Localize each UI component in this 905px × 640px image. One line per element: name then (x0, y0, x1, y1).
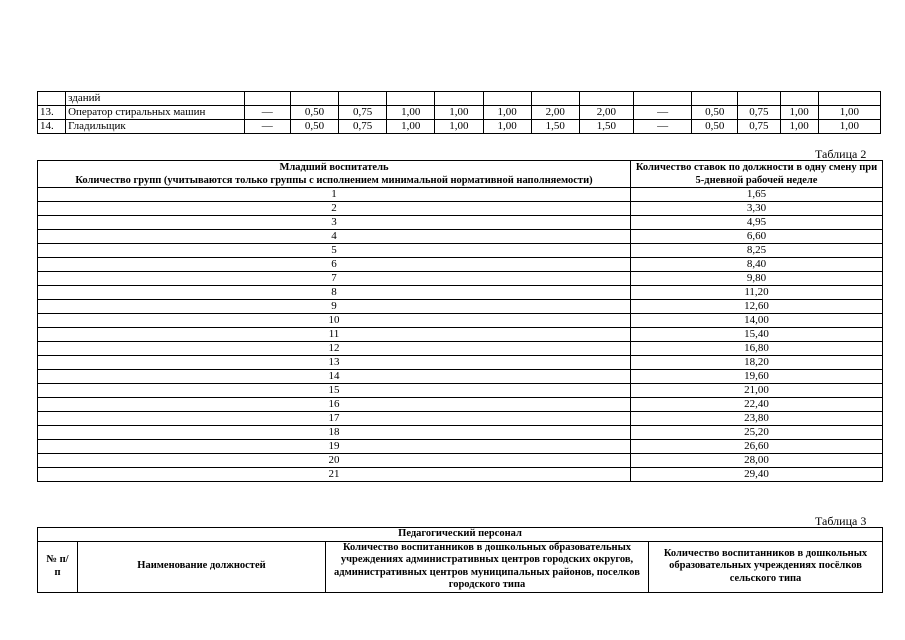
rate-cell: 1,00 (435, 106, 483, 120)
table-row (38, 244, 883, 258)
table-row (38, 92, 881, 106)
rate-cell: 1,00 (818, 120, 880, 134)
rate-cell: 1,00 (780, 106, 818, 120)
rate-count-cell: 1,65 (631, 188, 883, 202)
position-name: Гладильщик (66, 120, 245, 134)
rate-cell: — (634, 120, 692, 134)
rate-cell: 0,75 (738, 106, 780, 120)
table-2-title: Младший воспитатель (38, 161, 631, 175)
rate-count-cell: 21,00 (631, 384, 883, 398)
group-count-cell: 13 (38, 356, 631, 370)
table-row (38, 216, 883, 230)
table-row (38, 314, 883, 328)
column-header-position: Наименование должностей (78, 541, 326, 592)
group-count-cell: 21 (38, 468, 631, 482)
table-row (38, 188, 883, 202)
rate-count-cell: 6,60 (631, 230, 883, 244)
rate-count-cell: 16,80 (631, 342, 883, 356)
group-count-cell: 20 (38, 454, 631, 468)
table-row (38, 328, 883, 342)
group-count-cell: 9 (38, 300, 631, 314)
junior-educator-table (37, 160, 883, 482)
column-header-number: № п/п (38, 541, 78, 592)
group-count-cell: 18 (38, 426, 631, 440)
rates-column-header: Количество ставок по должности в одну смену при 5-дневной рабочей неделе (631, 161, 883, 188)
table-row (38, 342, 883, 356)
rate-cell: 1,00 (387, 106, 435, 120)
rate-count-cell: 26,60 (631, 440, 883, 454)
continuation-text: зданий (66, 92, 245, 106)
rate-count-cell: 11,20 (631, 286, 883, 300)
column-header-rural: Количество воспитанников в дошкольных образовательных учреждениях посёлков сельского типа (649, 541, 883, 592)
rate-cell: — (244, 120, 290, 134)
rate-cell: 1,50 (579, 120, 633, 134)
table-row (38, 120, 881, 134)
rate-cell: — (244, 106, 290, 120)
rate-cell: 1,00 (387, 120, 435, 134)
table-header-row (38, 528, 883, 542)
column-header-urban: Количество воспитанников в дошкольных образовательных учреждениях административных центров городских округов, административных центров муниципальных районов, поселков городского типа (326, 541, 649, 592)
rate-count-cell: 22,40 (631, 398, 883, 412)
group-count-cell: 16 (38, 398, 631, 412)
table-row (38, 356, 883, 370)
table-row (38, 286, 883, 300)
rate-count-cell: 3,30 (631, 202, 883, 216)
table-2-caption: Таблица 2 (815, 147, 867, 161)
group-count-cell: 3 (38, 216, 631, 230)
table-row (38, 426, 883, 440)
table-row (38, 468, 883, 482)
teaching-staff-table (37, 527, 883, 593)
staff-norms-table (37, 91, 881, 134)
row-number: 13. (38, 106, 66, 120)
rate-count-cell: 8,40 (631, 258, 883, 272)
table-row (38, 454, 883, 468)
table-row (38, 202, 883, 216)
groups-column-header: Количество групп (учитываются только группы с исполнением минимальной нормативной наполняемости) (38, 174, 631, 188)
rate-cell: 0,50 (692, 106, 738, 120)
table-row (38, 272, 883, 286)
rate-count-cell: 14,00 (631, 314, 883, 328)
group-count-cell: 1 (38, 188, 631, 202)
group-count-cell: 14 (38, 370, 631, 384)
group-count-cell: 4 (38, 230, 631, 244)
table-row (38, 258, 883, 272)
rate-count-cell: 8,25 (631, 244, 883, 258)
rate-cell: 1,00 (435, 120, 483, 134)
table-row (38, 398, 883, 412)
rate-count-cell: 29,40 (631, 468, 883, 482)
group-count-cell: 10 (38, 314, 631, 328)
table-3-title: Педагогический персонал (38, 528, 883, 542)
table-row (38, 106, 881, 120)
row-number: 14. (38, 120, 66, 134)
position-name: Оператор стиральных машин (66, 106, 245, 120)
group-count-cell: 5 (38, 244, 631, 258)
rate-cell: 1,00 (483, 106, 531, 120)
rate-cell: 0,75 (738, 120, 780, 134)
rate-count-cell: 18,20 (631, 356, 883, 370)
group-count-cell: 17 (38, 412, 631, 426)
group-count-cell: 19 (38, 440, 631, 454)
rate-cell: 1,00 (780, 120, 818, 134)
rate-count-cell: 19,60 (631, 370, 883, 384)
table-row (38, 230, 883, 244)
table-body (38, 188, 883, 482)
rate-cell: 1,00 (818, 106, 880, 120)
rate-cell: 1,50 (531, 120, 579, 134)
rate-count-cell: 9,80 (631, 272, 883, 286)
rate-cell: 0,50 (290, 106, 338, 120)
rate-count-cell: 25,20 (631, 426, 883, 440)
rate-cell: 1,00 (483, 120, 531, 134)
rate-count-cell: 28,00 (631, 454, 883, 468)
group-count-cell: 2 (38, 202, 631, 216)
rate-count-cell: 15,40 (631, 328, 883, 342)
table-row (38, 384, 883, 398)
table-row (38, 370, 883, 384)
table-3-caption: Таблица 3 (815, 514, 867, 528)
rate-cell: — (634, 106, 692, 120)
table-row (38, 412, 883, 426)
group-count-cell: 8 (38, 286, 631, 300)
table-header-row (38, 541, 883, 592)
group-count-cell: 11 (38, 328, 631, 342)
table-row (38, 300, 883, 314)
rate-cell: 2,00 (579, 106, 633, 120)
rate-cell: 0,50 (692, 120, 738, 134)
group-count-cell: 15 (38, 384, 631, 398)
table-row (38, 440, 883, 454)
rate-count-cell: 12,60 (631, 300, 883, 314)
rate-cell: 0,75 (339, 120, 387, 134)
rate-count-cell: 4,95 (631, 216, 883, 230)
rate-cell: 2,00 (531, 106, 579, 120)
rate-cell: 0,50 (290, 120, 338, 134)
rate-cell: 0,75 (339, 106, 387, 120)
table-header-row (38, 161, 883, 175)
group-count-cell: 7 (38, 272, 631, 286)
rate-count-cell: 23,80 (631, 412, 883, 426)
group-count-cell: 6 (38, 258, 631, 272)
group-count-cell: 12 (38, 342, 631, 356)
